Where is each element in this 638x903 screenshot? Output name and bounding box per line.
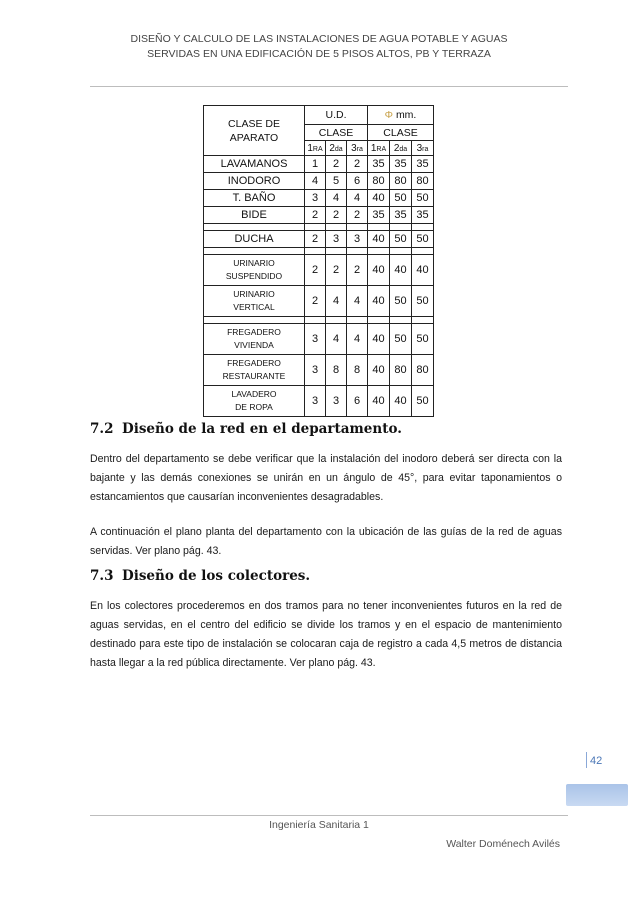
- ud-value: 3: [305, 324, 326, 355]
- diameter-value: 35: [412, 207, 434, 224]
- diameter-header: Φ mm.: [368, 106, 434, 125]
- diameter-value: 40: [368, 386, 390, 417]
- diameter-value: 35: [368, 156, 390, 173]
- ud-clase-header: CLASE: [305, 125, 368, 141]
- ud-value: 3: [326, 386, 347, 417]
- fixture-name: INODORO: [204, 173, 305, 190]
- ud-value: 4: [326, 324, 347, 355]
- section-7-2-paragraph-2: A continuación el plano planta del departamento con la ubicación de las guías de la red de aguas servidas. Ver plano pág. 43.: [90, 526, 562, 557]
- ud-value: 5: [326, 173, 347, 190]
- section-7-2-heading: 7.2 Diseño de la red en el departamento.: [90, 421, 402, 437]
- mm-class-2-header: 2da: [390, 141, 412, 156]
- diameter-value: 50: [390, 286, 412, 317]
- diameter-value: 40: [368, 286, 390, 317]
- diameter-value: 40: [368, 324, 390, 355]
- ud-value: 2: [347, 255, 368, 286]
- ud-value: 2: [305, 207, 326, 224]
- fixture-name: URINARIO SUSPENDIDO: [204, 255, 305, 286]
- diameter-value: 40: [368, 190, 390, 207]
- fixture-name: LAVADERO DE ROPA: [204, 386, 305, 417]
- page-number: 42: [590, 755, 603, 767]
- ud-value: 1: [305, 156, 326, 173]
- table-row: [204, 207, 434, 224]
- diameter-value: 35: [368, 207, 390, 224]
- ud-value: 4: [305, 173, 326, 190]
- ud-class-2-header: 2da: [326, 141, 347, 156]
- diameter-value: 40: [390, 386, 412, 417]
- header-line-2: SERVIDAS EN UNA EDIFICACIÓN DE 5 PISOS ALTOS, PB Y TERRAZA: [147, 48, 491, 60]
- fixture-name: LAVAMANOS: [204, 156, 305, 173]
- section-7-2-paragraph-1: Dentro del departamento se debe verificar que la instalación del inodoro deberá ser directa con la bajante y las demás conexiones se unirán en un ángulo de 45°, para evitar taponamientos o estancamientos que causarían inconvenientes desagradables.: [90, 453, 562, 503]
- fixture-name: DUCHA: [204, 231, 305, 248]
- table-row: [204, 286, 434, 317]
- ud-value: 4: [347, 324, 368, 355]
- ud-value: 2: [347, 207, 368, 224]
- ud-value: 4: [326, 286, 347, 317]
- fixture-name: T. BAÑO: [204, 190, 305, 207]
- ud-value: 8: [347, 355, 368, 386]
- fixture-name: FREGADERO VIVIENDA: [204, 324, 305, 355]
- table-row: [204, 173, 434, 190]
- ud-class-1-header: 1RA: [305, 141, 326, 156]
- diameter-value: 35: [390, 156, 412, 173]
- diameter-value: 80: [412, 173, 434, 190]
- table-row: [204, 231, 434, 248]
- table-separator: [204, 248, 434, 255]
- diameter-value: 50: [412, 190, 434, 207]
- diameter-value: 35: [390, 207, 412, 224]
- ud-value: 3: [347, 231, 368, 248]
- ud-value: 4: [347, 190, 368, 207]
- ud-value: 4: [326, 190, 347, 207]
- ud-value: 3: [305, 386, 326, 417]
- ud-class-3-header: 3ra: [347, 141, 368, 156]
- ud-value: 6: [347, 386, 368, 417]
- ud-value: 4: [347, 286, 368, 317]
- diameter-value: 40: [368, 231, 390, 248]
- ud-value: 2: [326, 207, 347, 224]
- ud-value: 2: [326, 255, 347, 286]
- diameter-value: 40: [412, 255, 434, 286]
- table-row: [204, 190, 434, 207]
- mm-class-1-header: 1RA: [368, 141, 390, 156]
- table-row: [204, 156, 434, 173]
- diameter-value: 50: [412, 386, 434, 417]
- diameter-value: 50: [412, 286, 434, 317]
- diameter-value: 80: [368, 173, 390, 190]
- table-row: [204, 255, 434, 286]
- phi-symbol: Φ: [384, 109, 394, 121]
- fixture-name: FREGADERO RESTAURANTE: [204, 355, 305, 386]
- footer-author: Walter Doménech Avilés: [446, 838, 560, 850]
- ud-value: 3: [326, 231, 347, 248]
- diameter-value: 40: [390, 255, 412, 286]
- diameter-value: 40: [368, 255, 390, 286]
- fixture-name: BIDE: [204, 207, 305, 224]
- ud-value: 8: [326, 355, 347, 386]
- mm-class-3-header: 3ra: [412, 141, 434, 156]
- document-header: [0, 32, 638, 62]
- header-divider: [90, 86, 568, 87]
- section-7-3-paragraph-1: En los colectores procederemos en dos tramos para no tener inconvenientes futuros en la red de aguas servidas, en el centro del edificio se divide los tramos y en el espacio de mantenimiento destinado para este tipo de instalación se colocaran caja de registro a cada 4,5 metros de distancia hasta llegar a la red pública directamente. Ver plano pág. 43.: [90, 600, 562, 669]
- table-row: [204, 324, 434, 355]
- diameter-value: 80: [390, 173, 412, 190]
- fixture-units-table: [203, 105, 434, 417]
- ud-value: 2: [326, 156, 347, 173]
- table-row: [204, 355, 434, 386]
- diameter-value: 40: [368, 355, 390, 386]
- diameter-value: 50: [390, 190, 412, 207]
- ud-value: 2: [347, 156, 368, 173]
- diameter-value: 80: [390, 355, 412, 386]
- diameter-value: 50: [412, 324, 434, 355]
- ud-value: 3: [305, 355, 326, 386]
- section-7-3-heading: 7.3 Diseño de los colectores.: [90, 568, 311, 584]
- footer-course: Ingeniería Sanitaria 1: [269, 819, 369, 831]
- diameter-value: 35: [412, 156, 434, 173]
- page-number-rule: [586, 752, 587, 768]
- footer-divider: [90, 815, 568, 816]
- ud-header: U.D.: [305, 106, 368, 125]
- table-separator: [204, 317, 434, 324]
- diameter-value: 50: [390, 324, 412, 355]
- diameter-value: 50: [390, 231, 412, 248]
- clase-aparato-header: CLASE DE APARATO: [204, 106, 305, 156]
- diameter-value: 50: [412, 231, 434, 248]
- ud-value: 2: [305, 231, 326, 248]
- diameter-value: 80: [412, 355, 434, 386]
- fixture-name: URINARIO VERTICAL: [204, 286, 305, 317]
- ud-value: 6: [347, 173, 368, 190]
- ud-value: 3: [305, 190, 326, 207]
- ud-value: 2: [305, 255, 326, 286]
- table-separator: [204, 224, 434, 231]
- mm-clase-header: CLASE: [368, 125, 434, 141]
- page-tab-decoration: [566, 784, 628, 806]
- header-line-1: DISEÑO Y CALCULO DE LAS INSTALACIONES DE AGUA POTABLE Y AGUAS: [130, 33, 508, 45]
- ud-value: 2: [305, 286, 326, 317]
- table-row: [204, 386, 434, 417]
